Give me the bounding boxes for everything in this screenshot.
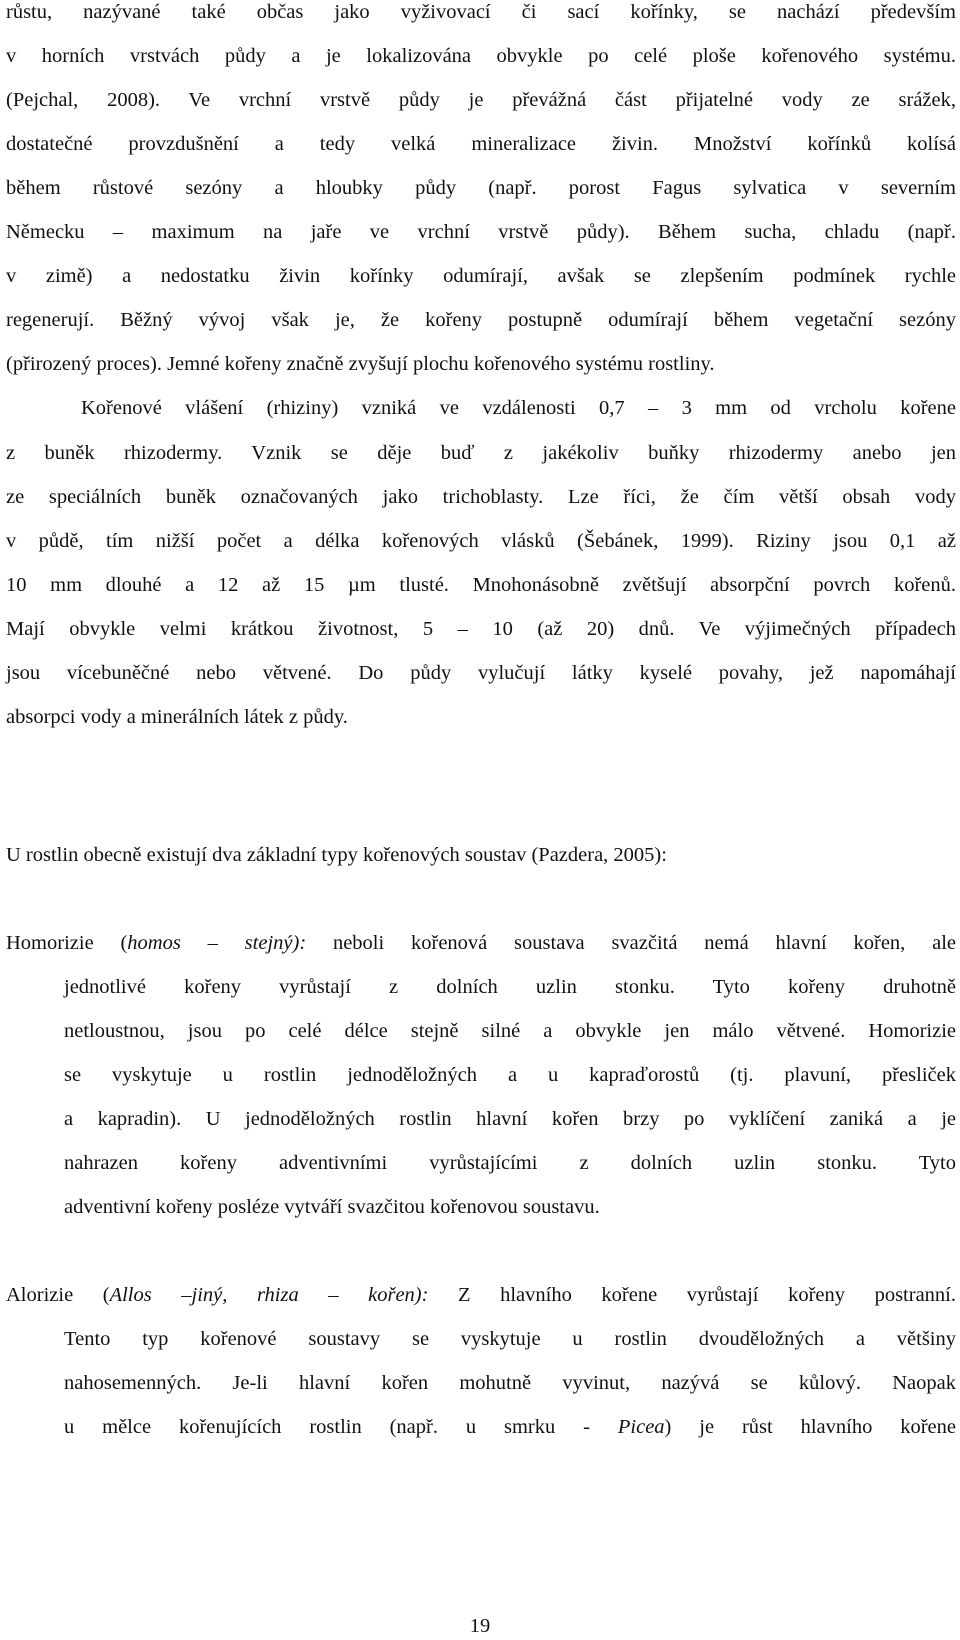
text-line: se vyskytuje u rostlin jednoděložných a u kapraďorostů (tj. plavuní, přesliček bbox=[64, 1064, 956, 1086]
taxon-name: Picea bbox=[617, 1416, 665, 1438]
term: Homorizie ( bbox=[6, 932, 128, 954]
text-line: dostatečné provzdušnění a tedy velká mineralizace živin. Množství kořínků kolísá bbox=[6, 133, 956, 155]
text-line: (Pejchal, 2008). Ve vrchní vrstvě půdy je převážná část přijatelné vody ze srážek, bbox=[6, 89, 956, 111]
definition-text: neboli kořenová soustava svazčitá nemá hlavní kořen, ale bbox=[306, 932, 956, 954]
text-line: Mají obvykle velmi krátkou životnost, 5 – 10 (až 20) dnů. Ve výjimečných případech bbox=[6, 618, 956, 640]
text-line: z buněk rhizodermy. Vznik se děje buď z jakékoliv buňky rhizodermy anebo jen bbox=[6, 442, 956, 464]
text-line: regenerují. Běžný vývoj však je, že kořeny postupně odumírají během vegetační sezóny bbox=[6, 309, 956, 331]
text-line: Tento typ kořenové soustavy se vyskytuje u rostlin dvouděložných a většiny bbox=[64, 1328, 956, 1350]
text-segment: u mělce kořenujících rostlin (např. u smrku - bbox=[64, 1416, 618, 1438]
text-line: netloustnou, jsou po celé délce stejně silné a obvykle jen málo větvené. Homorizie bbox=[64, 1020, 956, 1042]
text-line: růstu, nazývané také občas jako vyživovací či sací kořínky, se nachází především bbox=[6, 1, 956, 23]
definition-first-line bbox=[6, 931, 956, 955]
term: Alorizie ( bbox=[6, 1284, 110, 1306]
text-line: nahrazen kořeny adventivními vyrůstajícími z dolních uzlin stonku. Tyto bbox=[64, 1152, 956, 1174]
definition-first-line bbox=[6, 1283, 956, 1307]
text-line: jednotlivé kořeny vyrůstají z dolních uzlin stonku. Tyto kořeny druhotně bbox=[64, 976, 956, 998]
text-line: během růstové sezóny a hloubky půdy (např. porost Fagus sylvatica v severním bbox=[6, 177, 956, 199]
text-line: nahosemenných. Je-li hlavní kořen mohutně vyvinut, nazývá se kůlový. Naopak bbox=[64, 1372, 956, 1394]
text-line: v půdě, tím nižší počet a délka kořenových vlásků (Šebánek, 1999). Riziny jsou 0,1 až bbox=[6, 530, 956, 552]
text-line bbox=[64, 1415, 956, 1439]
definition-text: Z hlavního kořene vyrůstají kořeny postranní. bbox=[428, 1284, 956, 1306]
text-line: adventivní kořeny posléze vytváří svazčitou kořenovou soustavu. bbox=[64, 1196, 600, 1218]
text-line: v horních vrstvách půdy a je lokalizována obvykle po celé ploše kořenového systému. bbox=[6, 45, 956, 67]
etymology: Allos –jiný, rhiza – kořen): bbox=[109, 1284, 429, 1306]
text-line: jsou vícebuněčné nebo větvené. Do půdy vylučují látky kyselé povahy, jež napomáhají bbox=[6, 662, 956, 684]
page-number: 19 bbox=[469, 1615, 491, 1637]
text-line: Německu – maximum na jaře ve vrchní vrstvě půdy). Během sucha, chladu (např. bbox=[6, 221, 956, 243]
text-line: absorpci vody a minerálních látek z půdy. bbox=[6, 706, 348, 728]
text-line: ze speciálních buněk označovaných jako trichoblasty. Lze říci, že čím větší obsah vody bbox=[6, 486, 956, 508]
text-line: (přirozený proces). Jemné kořeny značně zvyšují plochu kořenového systému rostliny. bbox=[6, 353, 715, 375]
text-line: Kořenové vlášení (rhiziny) vzniká ve vzdálenosti 0,7 – 3 mm od vrcholu kořene bbox=[81, 397, 956, 419]
intro-sentence: U rostlin obecně existují dva základní typy kořenových soustav (Pazdera, 2005): bbox=[6, 844, 667, 866]
text-line: a kapradin). U jednoděložných rostlin hlavní kořen brzy po vyklíčení zaniká a je bbox=[64, 1108, 956, 1130]
text-segment: ) je růst hlavního kořene bbox=[664, 1416, 956, 1438]
text-line: 10 mm dlouhé a 12 až 15 µm tlusté. Mnohonásobně zvětšují absorpční povrch kořenů. bbox=[6, 574, 956, 596]
etymology: homos – stejný): bbox=[127, 932, 307, 954]
text-line: v zimě) a nedostatku živin kořínky odumírají, avšak se zlepšením podmínek rychle bbox=[6, 265, 956, 287]
